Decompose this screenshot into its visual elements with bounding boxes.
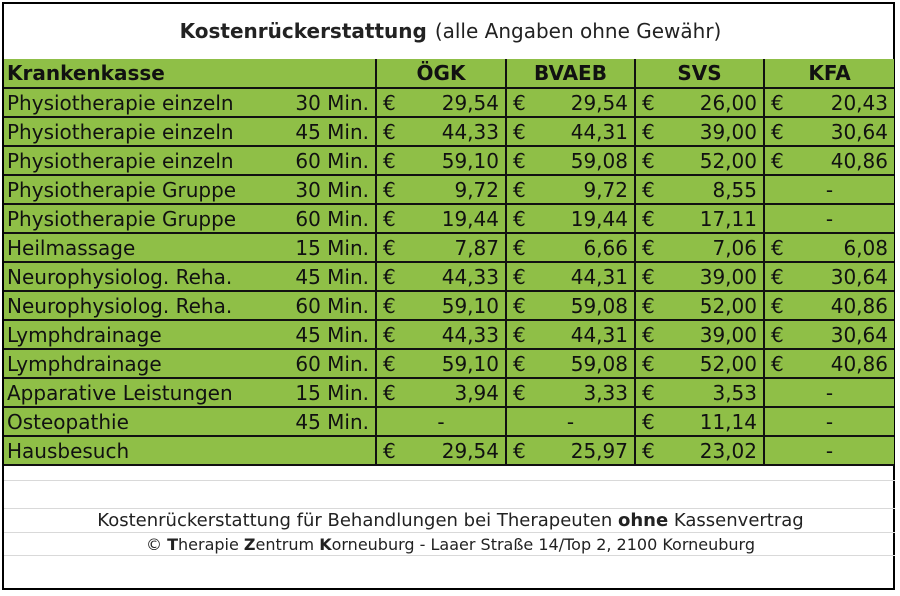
treatment-name: Osteopathie	[4, 407, 286, 436]
amount-value: 44,31	[570, 322, 628, 347]
amount-value: 59,10	[441, 351, 499, 376]
not-applicable-dash: -	[825, 206, 834, 231]
amount-cell	[635, 175, 764, 204]
euro-sign: €	[513, 293, 526, 318]
amount-value: 3,33	[583, 380, 628, 405]
euro-sign: €	[383, 322, 396, 347]
amount-value: 20,43	[830, 90, 888, 115]
euro-sign: €	[642, 380, 655, 405]
amount-value: 9,72	[583, 177, 628, 202]
amount-cell	[764, 349, 894, 378]
amount-value: 25,97	[570, 438, 628, 463]
treatment-duration: 15 Min.	[286, 378, 376, 407]
euro-sign: €	[642, 90, 655, 115]
treatment-name: Physiotherapie einzeln	[4, 146, 286, 175]
amount-cell	[635, 233, 764, 262]
not-applicable-dash: -	[825, 177, 834, 202]
treatment-duration: 15 Min.	[286, 233, 376, 262]
amount-cell	[506, 262, 635, 291]
amount-cell	[635, 378, 764, 407]
amount-cell	[635, 146, 764, 175]
initial-k: K	[319, 535, 332, 554]
euro-sign: €	[642, 235, 655, 260]
treatment-duration: 60 Min.	[286, 204, 376, 233]
amount-cell	[764, 291, 894, 320]
amount-value: 59,08	[570, 351, 628, 376]
amount-cell	[635, 291, 764, 320]
amount-cell	[506, 436, 635, 465]
amount-value: 19,44	[570, 206, 628, 231]
treatment-duration: 60 Min.	[286, 146, 376, 175]
amount-cell	[764, 378, 894, 407]
table-row	[4, 88, 894, 117]
treatment-name: Neurophysiolog. Reha.	[4, 291, 286, 320]
amount-cell	[635, 117, 764, 146]
table-row	[4, 349, 894, 378]
euro-sign: €	[642, 148, 655, 173]
amount-cell	[376, 88, 506, 117]
amount-value: 6,66	[583, 235, 628, 260]
euro-sign: €	[771, 351, 784, 376]
euro-sign: €	[383, 235, 396, 260]
amount-cell	[764, 233, 894, 262]
treatment-duration: 45 Min.	[286, 320, 376, 349]
amount-cell	[764, 320, 894, 349]
amount-cell	[376, 378, 506, 407]
euro-sign: €	[642, 351, 655, 376]
amount-value: 52,00	[699, 293, 757, 318]
amount-cell	[764, 407, 894, 436]
euro-sign: €	[513, 90, 526, 115]
euro-sign: €	[513, 235, 526, 260]
euro-sign: €	[642, 119, 655, 144]
treatment-name: Physiotherapie Gruppe	[4, 204, 286, 233]
table-body	[4, 88, 894, 465]
amount-value: 30,64	[830, 119, 888, 144]
amount-cell	[376, 320, 506, 349]
euro-sign: €	[771, 264, 784, 289]
euro-sign: €	[513, 264, 526, 289]
amount-cell	[376, 436, 506, 465]
euro-sign: €	[513, 438, 526, 463]
grid-line	[4, 532, 895, 533]
euro-sign: €	[383, 206, 396, 231]
amount-cell	[764, 175, 894, 204]
table-row	[4, 378, 894, 407]
not-applicable-dash: -	[566, 409, 575, 434]
table-row	[4, 146, 894, 175]
euro-sign: €	[383, 119, 396, 144]
footer-text-b: Kassenvertrag	[673, 510, 804, 531]
amount-cell	[376, 204, 506, 233]
amount-value: 59,08	[570, 293, 628, 318]
header-krankenkasse: Krankenkasse	[4, 59, 376, 88]
amount-cell	[376, 262, 506, 291]
amount-cell	[764, 262, 894, 291]
table-row	[4, 175, 894, 204]
euro-sign: €	[513, 206, 526, 231]
amount-value: 19,44	[441, 206, 499, 231]
reimbursement-table	[4, 59, 894, 466]
amount-cell	[506, 204, 635, 233]
euro-sign: €	[642, 206, 655, 231]
amount-cell	[764, 88, 894, 117]
treatment-duration: 45 Min.	[286, 262, 376, 291]
euro-sign: €	[771, 322, 784, 347]
amount-cell	[764, 204, 894, 233]
euro-sign: €	[771, 90, 784, 115]
amount-value: 29,54	[441, 438, 499, 463]
addr-part: entrum	[255, 535, 320, 554]
treatment-duration: 45 Min.	[286, 407, 376, 436]
amount-value: 3,94	[454, 380, 499, 405]
amount-value: 23,02	[699, 438, 757, 463]
amount-cell	[376, 146, 506, 175]
euro-sign: €	[771, 119, 784, 144]
amount-value: 3,53	[712, 380, 757, 405]
euro-sign: €	[642, 293, 655, 318]
amount-value: 29,54	[570, 90, 628, 115]
table-row	[4, 233, 894, 262]
amount-value: 17,11	[699, 206, 757, 231]
amount-value: 7,87	[454, 235, 499, 260]
euro-sign: €	[383, 380, 396, 405]
title-bold: Kostenrückerstattung	[179, 19, 427, 43]
treatment-duration: 30 Min.	[286, 88, 376, 117]
euro-sign: €	[383, 90, 396, 115]
copyright: ©	[146, 535, 168, 554]
euro-sign: €	[513, 177, 526, 202]
footer-note	[4, 510, 897, 531]
amount-cell	[506, 146, 635, 175]
amount-cell	[764, 436, 894, 465]
table-row	[4, 291, 894, 320]
euro-sign: €	[642, 264, 655, 289]
amount-cell	[376, 175, 506, 204]
treatment-name: Physiotherapie Gruppe	[4, 175, 286, 204]
amount-value: 44,33	[441, 119, 499, 144]
amount-cell	[635, 436, 764, 465]
amount-value: 29,54	[441, 90, 499, 115]
amount-cell	[506, 233, 635, 262]
amount-value: 59,10	[441, 148, 499, 173]
not-applicable-dash: -	[825, 409, 834, 434]
amount-cell	[635, 262, 764, 291]
amount-value: 39,00	[699, 119, 757, 144]
amount-cell	[764, 117, 894, 146]
treatment-duration	[286, 436, 376, 465]
treatment-duration: 30 Min.	[286, 175, 376, 204]
amount-value: 8,55	[712, 177, 757, 202]
amount-value: 52,00	[699, 148, 757, 173]
amount-cell	[506, 291, 635, 320]
treatment-name: Physiotherapie einzeln	[4, 117, 286, 146]
euro-sign: €	[642, 322, 655, 347]
amount-value: 39,00	[699, 264, 757, 289]
grid-line	[4, 480, 895, 481]
euro-sign: €	[771, 148, 784, 173]
euro-sign: €	[383, 293, 396, 318]
amount-cell	[506, 88, 635, 117]
grid-line	[4, 508, 895, 509]
table-row	[4, 262, 894, 291]
not-applicable-dash: -	[825, 380, 834, 405]
euro-sign: €	[513, 119, 526, 144]
treatment-name: Apparative Leistungen	[4, 378, 286, 407]
amount-value: 40,86	[830, 293, 888, 318]
amount-cell	[506, 175, 635, 204]
amount-value: 30,64	[830, 322, 888, 347]
amount-cell	[635, 88, 764, 117]
amount-value: 44,31	[570, 119, 628, 144]
treatment-name: Hausbesuch	[4, 436, 286, 465]
amount-value: 44,33	[441, 264, 499, 289]
amount-cell	[635, 349, 764, 378]
amount-cell	[376, 291, 506, 320]
amount-cell	[506, 349, 635, 378]
header-kfa: KFA	[764, 59, 894, 88]
footer-text-bold: ohne	[617, 510, 669, 531]
treatment-name: Physiotherapie einzeln	[4, 88, 286, 117]
amount-cell	[506, 117, 635, 146]
amount-value: 11,14	[699, 409, 757, 434]
amount-cell	[635, 407, 764, 436]
addr-part: orneuburg - Laaer Straße 14/Top 2, 2100 Korneuburg	[331, 535, 755, 554]
initial-t: T	[167, 535, 179, 554]
amount-value: 40,86	[830, 351, 888, 376]
euro-sign: €	[383, 351, 396, 376]
amount-cell	[635, 204, 764, 233]
treatment-name: Neurophysiolog. Reha.	[4, 262, 286, 291]
euro-sign: €	[642, 177, 655, 202]
not-applicable-dash: -	[825, 438, 834, 463]
title-note: (alle Angaben ohne Gewähr)	[434, 19, 722, 43]
amount-value: 26,00	[699, 90, 757, 115]
treatment-duration: 60 Min.	[286, 291, 376, 320]
amount-cell	[635, 320, 764, 349]
grid-line	[4, 555, 895, 556]
amount-value: 59,08	[570, 148, 628, 173]
treatment-name: Lymphdrainage	[4, 349, 286, 378]
amount-value: 44,31	[570, 264, 628, 289]
amount-value: 59,10	[441, 293, 499, 318]
header-bvaeb: BVAEB	[506, 59, 635, 88]
euro-sign: €	[513, 322, 526, 347]
treatment-name: Lymphdrainage	[4, 320, 286, 349]
euro-sign: €	[771, 235, 784, 260]
euro-sign: €	[383, 148, 396, 173]
not-applicable-dash: -	[437, 409, 445, 434]
euro-sign: €	[383, 264, 396, 289]
amount-cell	[376, 233, 506, 262]
amount-value: 40,86	[830, 148, 888, 173]
euro-sign: €	[383, 438, 396, 463]
amount-value: 44,33	[441, 322, 499, 347]
amount-cell	[376, 117, 506, 146]
amount-value: 39,00	[699, 322, 757, 347]
header-row	[4, 59, 894, 88]
amount-value: 9,72	[454, 177, 499, 202]
table-row	[4, 320, 894, 349]
euro-sign: €	[642, 438, 655, 463]
amount-cell	[506, 320, 635, 349]
footer-text-a: Kostenrückerstattung für Behandlungen bei Therapeuten	[97, 510, 613, 531]
table-row	[4, 407, 894, 436]
amount-cell	[506, 378, 635, 407]
euro-sign: €	[642, 409, 655, 434]
table-row	[4, 117, 894, 146]
euro-sign: €	[771, 293, 784, 318]
page-title	[4, 4, 897, 58]
amount-value: 6,08	[843, 235, 888, 260]
amount-value: 52,00	[699, 351, 757, 376]
table-row	[4, 204, 894, 233]
euro-sign: €	[383, 177, 396, 202]
amount-value: 30,64	[830, 264, 888, 289]
treatment-duration: 60 Min.	[286, 349, 376, 378]
amount-cell	[376, 407, 506, 436]
addr-part: herapie	[178, 535, 244, 554]
initial-z: Z	[243, 535, 256, 554]
amount-cell	[376, 349, 506, 378]
footer-address	[4, 535, 897, 554]
header-svs: SVS	[635, 59, 764, 88]
amount-cell	[506, 407, 635, 436]
treatment-name: Heilmassage	[4, 233, 286, 262]
table-row	[4, 436, 894, 465]
treatment-duration: 45 Min.	[286, 117, 376, 146]
euro-sign: €	[513, 351, 526, 376]
amount-cell	[764, 146, 894, 175]
euro-sign: €	[513, 148, 526, 173]
header-oegk: ÖGK	[376, 59, 506, 88]
euro-sign: €	[513, 380, 526, 405]
amount-value: 7,06	[712, 235, 757, 260]
